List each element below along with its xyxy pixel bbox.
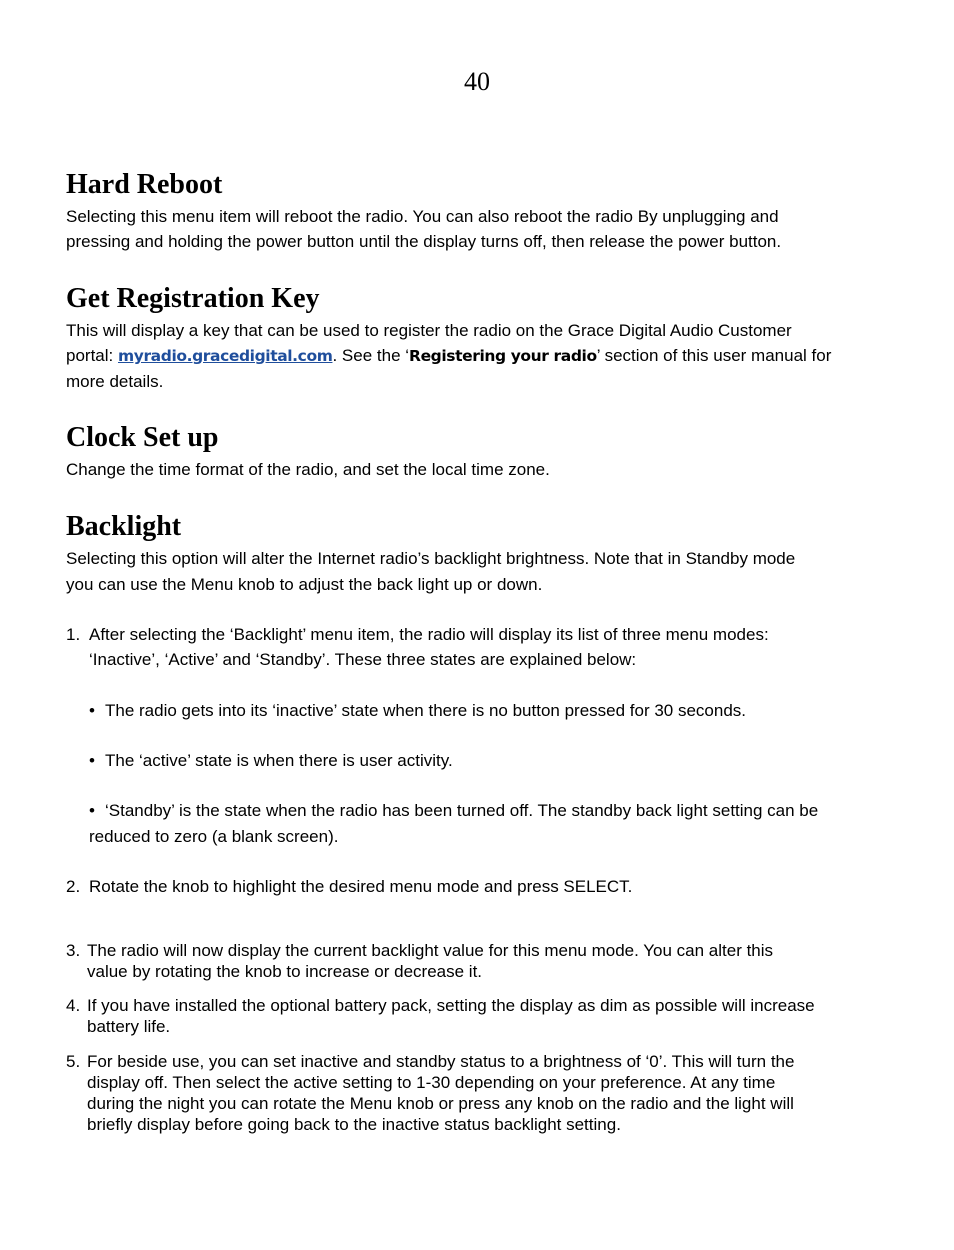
bullet-active: The ‘active’ state is when there is user activity. bbox=[105, 751, 453, 770]
list-item-4-number: 4. bbox=[66, 996, 81, 1015]
list-item-1-line-2: ‘Inactive’, ‘Active’ and ‘Standby’. These three states are explained below: bbox=[89, 650, 637, 669]
bullet-standby-line-2: reduced to zero (a blank screen). bbox=[89, 827, 339, 846]
heading-clock-setup: Clock Set up bbox=[66, 422, 219, 453]
clock-line-1: Change the time format of the radio, and set the local time zone. bbox=[66, 460, 550, 479]
list-item-5-line-3: during the night you can rotate the Menu knob or press any knob on the radio and the light will bbox=[87, 1094, 794, 1113]
list-item-3-line-1: The radio will now display the current backlight value for this menu mode. You can alter this bbox=[87, 941, 774, 960]
list-item-5-number: 5. bbox=[66, 1052, 81, 1071]
list-item-3-line-2: value by rotating the knob to increase or decrease it. bbox=[87, 962, 483, 981]
bullet-inactive: The radio gets into its ‘inactive’ state when there is no button pressed for 30 seconds. bbox=[105, 701, 747, 720]
bullet-glyph: • bbox=[89, 801, 95, 820]
registration-line-1: This will display a key that can be used to register the radio on the Grace Digital Audio Customer bbox=[66, 321, 792, 340]
backlight-line-1: Selecting this option will alter the Internet radio’s backlight brightness. Note that in Standby mode bbox=[66, 549, 796, 568]
portal-link[interactable]: myradio.gracedigital.com bbox=[117, 347, 333, 365]
registration-portal-label: portal: bbox=[66, 346, 118, 365]
list-item-1-number: 1. bbox=[66, 625, 81, 644]
registration-see-the: . See the ‘ bbox=[332, 346, 410, 365]
page-number: 40 bbox=[464, 67, 490, 96]
registration-section-text: ’ section of this user manual for bbox=[596, 346, 832, 365]
registration-line-3: more details. bbox=[66, 372, 164, 391]
bullet-glyph: • bbox=[89, 751, 95, 770]
list-item-4-line-1: If you have installed the optional battery pack, setting the display as dim as possible will increase bbox=[87, 996, 815, 1015]
heading-backlight: Backlight bbox=[66, 511, 182, 542]
hard-reboot-line-2: pressing and holding the power button until the display turns off, then release the power button. bbox=[66, 232, 782, 251]
heading-registration-key: Get Registration Key bbox=[66, 283, 320, 314]
list-item-5-line-1: For beside use, you can set inactive and standby status to a brightness of ‘0’. This will turn the bbox=[87, 1052, 795, 1071]
list-item-1-line-1: After selecting the ‘Backlight’ menu item, the radio will display its list of three menu modes: bbox=[89, 625, 769, 644]
heading-hard-reboot: Hard Reboot bbox=[66, 169, 223, 200]
list-item-2-number: 2. bbox=[66, 877, 81, 896]
backlight-line-2: you can use the Menu knob to adjust the back light up or down. bbox=[66, 575, 543, 594]
list-item-4-line-2: battery life. bbox=[87, 1017, 171, 1036]
bullet-glyph: • bbox=[89, 701, 95, 720]
list-item-5-line-2: display off. Then select the active setting to 1-30 depending on your preference. At any time bbox=[87, 1073, 776, 1092]
list-item-2-line-1: Rotate the knob to highlight the desired menu mode and press SELECT. bbox=[89, 877, 633, 896]
hard-reboot-line-1: Selecting this menu item will reboot the radio. You can also reboot the radio By unplugging and bbox=[66, 207, 779, 226]
registering-radio-reference: Registering your radio bbox=[409, 347, 597, 365]
list-item-5-line-4: briefly display before going back to the inactive status backlight setting. bbox=[87, 1115, 621, 1134]
bullet-standby-line-1: ‘Standby’ is the state when the radio has been turned off. The standby back light setting can be bbox=[105, 801, 819, 820]
list-item-3-number: 3. bbox=[66, 941, 81, 960]
registration-line-2 bbox=[66, 343, 831, 370]
